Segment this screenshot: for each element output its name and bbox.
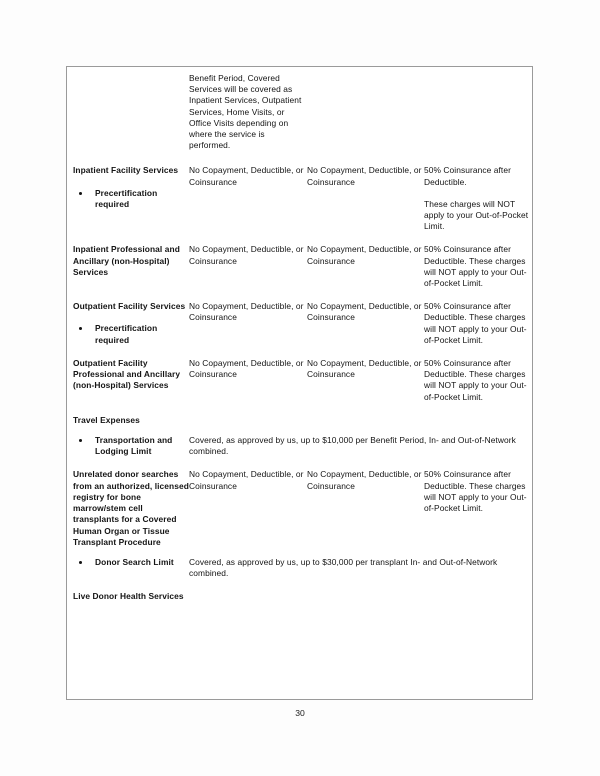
- row-bullet-text: Transportation and Lodging Limit: [95, 435, 173, 457]
- row-label-cell: [67, 548, 189, 579]
- row-bullet-item: [73, 323, 189, 345]
- row-col2-cell: No Copayment, Deductible, or Coinsurance: [189, 358, 304, 380]
- row-label-cell: [67, 67, 189, 151]
- row-label-cell: Travel Expenses: [73, 414, 140, 425]
- spacer: [424, 188, 533, 199]
- row-col4-cell: [424, 151, 533, 232]
- row-bullet-text: Precertification required: [95, 187, 158, 209]
- row-bullet-item: [73, 435, 189, 457]
- row-label-cell: [67, 289, 189, 346]
- row-col3-cell: No Copayment, Deductible, or Coinsurance: [307, 469, 422, 491]
- row-col3-cell: No Copayment, Deductible, or Coinsurance: [307, 244, 422, 266]
- row-col2-cell: [189, 403, 307, 426]
- row-label-cell: [67, 151, 189, 232]
- bullet-dot-icon: [79, 327, 82, 330]
- row-col3-cell: No Copayment, Deductible, or Coinsurance: [307, 301, 422, 323]
- row-label-cell: Live Donor Health Services: [73, 591, 184, 602]
- row-col2-cell: No Copayment, Deductible, or Coinsurance: [189, 244, 304, 266]
- row-col3-cell: [307, 579, 424, 602]
- table-row: [67, 426, 533, 457]
- row-col3-cell: No Copayment, Deductible, or Coinsurance: [307, 165, 422, 187]
- row-label-cell: Inpatient Professional and Ancillary (non-Hospital) Services: [73, 244, 180, 277]
- table-row: [67, 403, 533, 426]
- table-row: [67, 67, 533, 151]
- row-col4-cell: 50% Coinsurance after Deductible. These charges will NOT apply to your Out-of-Pocket Limit.: [424, 301, 527, 345]
- table-row: [67, 232, 533, 289]
- row-col4-cell: 50% Coinsurance after Deductible. These charges will NOT apply to your Out-of-Pocket Limit.: [424, 358, 527, 402]
- row-col2-cell: No Copayment, Deductible, or Coinsurance: [189, 301, 304, 323]
- row-label-cell: [67, 426, 189, 457]
- bullet-dot-icon: [79, 192, 82, 195]
- table-row: [67, 346, 533, 403]
- table-row: [67, 151, 533, 232]
- row-bullet-text: Donor Search Limit: [95, 556, 174, 567]
- row-col4-cell: [424, 403, 533, 426]
- row-label-text: Inpatient Facility Services: [73, 165, 179, 176]
- row-col3-cell: [307, 403, 424, 426]
- row-col2-cell: No Copayment, Deductible, or Coinsurance: [189, 165, 304, 187]
- row-label-text: Outpatient Facility Services: [73, 301, 186, 312]
- benefits-table-grid: [67, 67, 533, 603]
- page-number: 30: [295, 708, 305, 718]
- row-col2-cell: No Copayment, Deductible, or Coinsurance: [189, 469, 304, 491]
- bullet-dot-icon: [79, 561, 82, 564]
- row-col3-cell: [307, 67, 424, 151]
- row-col4-cell: 50% Coinsurance after Deductible. These charges will NOT apply to your Out-of-Pocket Limit.: [424, 244, 527, 289]
- row-bullet-text: Precertification required: [95, 323, 158, 345]
- table-row: [67, 548, 533, 579]
- row-col4-primary: 50% Coinsurance after Deductible.: [424, 165, 511, 187]
- row-col2-cell: [189, 579, 307, 602]
- row-col4-cell: 50% Coinsurance after Deductible. These charges will NOT apply to your Out-of-Pocket Limit.: [424, 469, 527, 514]
- row-col3-cell: No Copayment, Deductible, or Coinsurance: [307, 358, 422, 380]
- row-col4-cell: [424, 579, 533, 602]
- row-col4-secondary: These charges will NOT apply to your Out-of-Pocket Limit.: [424, 198, 529, 232]
- table-row: [67, 579, 533, 602]
- row-label-cell: Outpatient Facility Professional and Ancillary (non-Hospital) Services: [73, 358, 181, 391]
- table-row: [67, 457, 533, 547]
- bullet-dot-icon: [79, 439, 82, 442]
- row-span-cell: Covered, as approved by us, up to $30,000 per transplant In- and Out-of-Network combined.: [189, 556, 498, 579]
- row-col4-cell: [424, 67, 533, 151]
- table-row: [67, 289, 533, 346]
- row-col2-cell: Benefit Period, Covered Services will be covered as Inpatient Services, Outpatient Services, Home Visits, or Office Visits depending on where the service is performed.: [189, 73, 302, 151]
- row-span-cell: Covered, as approved by us, up to $10,000 per Benefit Period, In- and Out-of-Network combined.: [189, 435, 516, 457]
- row-label-cell: Unrelated donor searches from an authorized, licensed registry for bone marrow/stem cell transplants for a Covered Human Organ or Tissue Transplant Procedure: [73, 469, 189, 547]
- row-bullet-item: [73, 557, 189, 568]
- row-bullet-item: [73, 188, 189, 210]
- benefits-table: [66, 66, 533, 700]
